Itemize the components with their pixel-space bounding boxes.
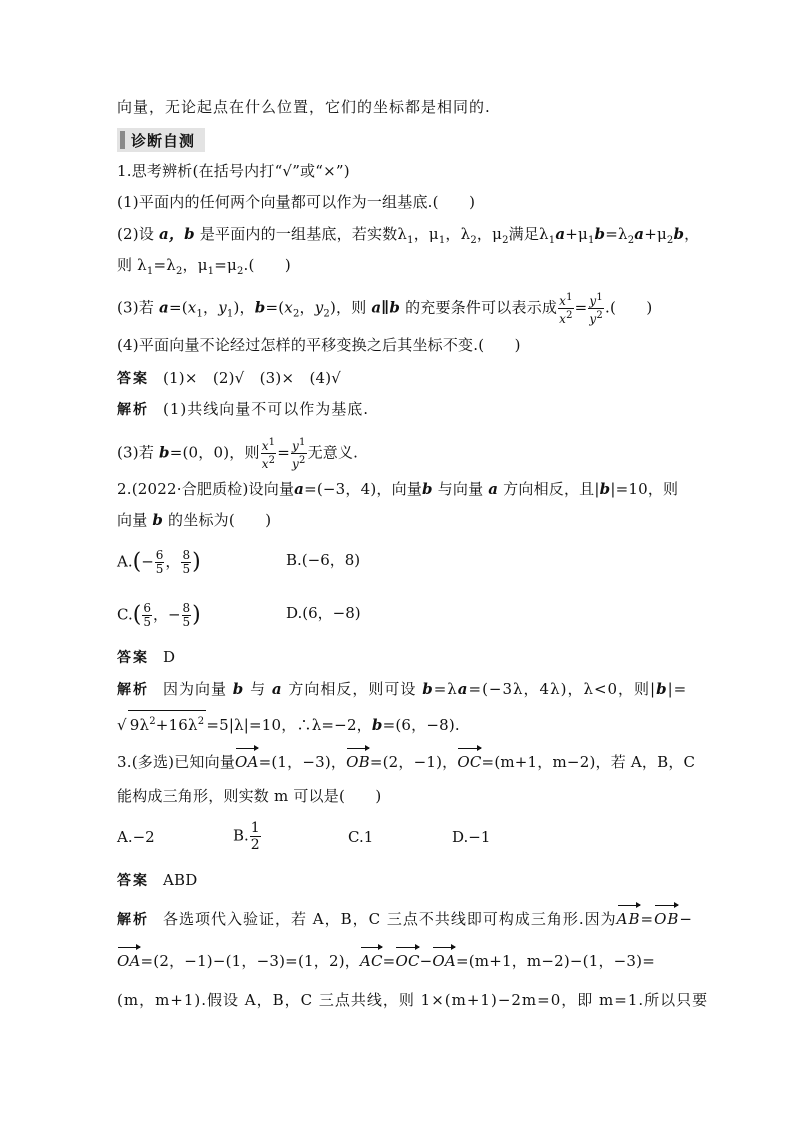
q1-item3-a: (3)若: [117, 298, 155, 317]
q1-item2: (2)设 a，b 是平面内的一组基底，若实数$\lambda_1$，$\mu_1$，$\lambda_2$，$\mu_2$满足$\lambda_1a+\mu_1b=\lambda_2a+\mu_2b$，: [117, 225, 700, 246]
q3-analysis-line2: [117, 950, 682, 972]
q3-option-b: B. $\frac{1}{2}$: [233, 820, 260, 853]
q2-option-a: A.(− $\frac{6}{5}$ ， $\frac{8}{5}$ ): [117, 548, 201, 576]
q2-option-c-label: C.: [117, 605, 133, 624]
q3-answer-label: 答案: [117, 873, 149, 889]
q1-analysis-line2: (3)若 b=(0，0)，则 $\frac{x^1}{x^2}$ = $\frac{y^1}{y^2}$ 无意义.: [117, 437, 359, 471]
q2-answer-line: [117, 646, 682, 669]
q1-analysis2-b: =(0，0)，则: [169, 443, 260, 462]
vector-OA-3: OA: [432, 952, 456, 970]
q2-analysis2-a: =5|λ|=10，∴λ=−2，: [206, 716, 372, 734]
section-header-bar: [120, 131, 125, 149]
q1-item2-c: 满足: [508, 225, 540, 243]
q1-analysis-label: 解析: [117, 402, 149, 418]
q3-option-d: D.−1: [452, 828, 491, 846]
q1-analysis1: (1)共线向量不可以作为基底.: [163, 400, 370, 418]
q1-item2-b: 是平面内的一组基底，若实数: [199, 225, 398, 243]
q2-stem1-b: =(−3，4)，向量: [304, 480, 423, 498]
q2-analysis2-b: =(6，−8).: [382, 716, 460, 734]
q1-analysis-frac1: $\frac{x^1}{x^2}$: [261, 437, 276, 471]
q2-stem1-e: |=10，则: [610, 480, 679, 498]
q1-answer-line: [117, 367, 682, 390]
q2-answer: D: [163, 648, 176, 666]
q1-item3-b: 的充要条件可以表示成: [405, 298, 558, 317]
q2-option-c: C.( $\frac{6}{5}$ ，− $\frac{8}{5}$ ): [117, 601, 201, 629]
q1-item1: (1)平面内的任何两个向量都可以作为一组基底.( ): [117, 193, 476, 211]
q3-answer-line: [117, 869, 682, 892]
q2-analysis1-b: 与: [250, 680, 267, 698]
q3-analysis2-d: =(m+1，m−2)−(1，−3)=: [455, 952, 655, 970]
vector-OB-2: OB: [654, 910, 680, 928]
q1-item3-c: ( ): [609, 298, 653, 317]
vector-AC: AC: [359, 952, 383, 970]
q3-stem1-d: =(m+1，m−2)，若 A，B，C: [481, 753, 696, 771]
q1-analysis2-c: 无意义.: [307, 443, 359, 462]
section-header: [117, 128, 205, 152]
intro-line: 向量，无论起点在什么位置，它们的坐标都是相同的.: [117, 98, 491, 116]
q1-item2-line2: 则 $\lambda_1=\lambda_2$，$\mu_1=\mu_2$.( ): [117, 256, 291, 277]
q3-stem-line2: 能构成三角形，则实数 m 可以是( ): [117, 787, 382, 805]
q2-stem-line1: 2.(2022·合肥质检)设向量a=(−3，4)，向量b 与向量 a 方向相反，且|b|=10，则: [117, 480, 679, 498]
q1-item2-line2-text: 则: [117, 256, 133, 274]
q1-analysis-frac2: $\frac{y^1}{y^2}$: [292, 437, 306, 471]
q2-analysis1-d: =(−3λ，4λ)，λ<0，则|: [468, 680, 657, 698]
q1-answer: (1)× (2)√ (3)× (4)√: [163, 369, 342, 387]
section-title: 诊断自测: [131, 131, 196, 150]
q1-analysis2-a: (3)若: [117, 443, 155, 462]
q3-option-c: C.1: [348, 828, 374, 846]
q3-analysis2-c: −: [419, 952, 433, 970]
q3-analysis1-a: 各选项代入验证，若 A，B，C 三点不共线即可构成三角形.因为: [163, 910, 617, 928]
q1-analysis-line1: [117, 398, 682, 421]
q2-analysis1-e: |=: [667, 680, 688, 698]
q3-stem1-c: =(2，−1)，: [369, 753, 458, 771]
q1-title: 1.思考辨析(在括号内打“√”或“×”): [117, 162, 350, 180]
q3-option-a: A.−2: [117, 828, 155, 846]
q3-analysis2-a: =(2，−1)−(1，−3)=(1，2)，: [140, 952, 360, 970]
q3-stem1-b: =(1，−3)，: [258, 753, 347, 771]
q2-option-a-label: A.: [117, 552, 133, 571]
q3-option-b-label: B.: [233, 826, 249, 845]
q1-item2-a: (2)设: [117, 225, 155, 243]
q1-item2-ab: a，b: [159, 225, 195, 243]
q2-analysis1-c: 方向相反，则可设: [288, 680, 417, 698]
q3-analysis1-c: −: [679, 910, 693, 928]
q2-option-b: B.(−6，8): [286, 551, 361, 569]
q2-stem1-d: 方向相反，且|: [503, 480, 600, 498]
vector-OA: OA: [235, 753, 259, 771]
q2-sqrt: $9\lambda^2+16\lambda^2$: [128, 710, 207, 736]
q1-answer-label: 答案: [117, 371, 149, 387]
q1-item3-frac2: $\frac{y^1}{y^2}$: [589, 292, 603, 326]
q2-stem2-a: 向量: [117, 511, 148, 529]
q3-answer: ABD: [163, 871, 198, 889]
q2-option-d: D.(6，−8): [286, 604, 361, 622]
vector-OC-2: OC: [395, 952, 420, 970]
q2-analysis-line2: √ $9\lambda^2+16\lambda^2 =5|\lambda|=10$，∴λ=−2，b=(6，−8).: [117, 710, 682, 736]
q2-stem1-c: 与向量: [437, 480, 484, 498]
q2-analysis-line1: 解析 因为向量 b 与 a 方向相反，则可设 b=λa=(−3λ，4λ)，λ<0，则|b|=: [117, 680, 688, 698]
q2-analysis-label: 解析: [117, 682, 149, 698]
q1-item3: (3)若 $a=(x_1$，$y_1$)，$b=(x_2$，$y_2$)，则 a∥b 的充要条件可以表示成 $\frac{x^1}{x^2}$ = $\frac{y^1}{y^2}$ .( ): [117, 292, 653, 326]
q2-stem-line2: 向量 b 的坐标为( ): [117, 511, 272, 529]
q3-analysis-line3: (m，m+1).假设 A，B，C 三点共线，则 1×(m+1)−2m=0，即 m=1.所以只要: [117, 991, 709, 1009]
vector-AB: AB: [616, 910, 641, 928]
q3-analysis2-b: =: [382, 952, 396, 970]
q1-item4: (4)平面向量不论经过怎样的平移变换之后其坐标不变.( ): [117, 336, 521, 354]
q2-analysis1-a: 因为向量: [163, 680, 228, 698]
q3-stem-line1: [117, 751, 696, 773]
q3-analysis-label: 解析: [117, 912, 149, 928]
vector-OB: OB: [346, 753, 370, 771]
vector-OA-2: OA: [117, 952, 141, 970]
q3-analysis-line1: [117, 908, 693, 931]
q2-stem2-b: 的坐标为( ): [168, 511, 272, 529]
vector-OC: OC: [457, 753, 482, 771]
q1-item3-frac1: $\frac{x^1}{x^2}$: [559, 292, 573, 326]
q3-analysis1-b: =: [640, 910, 655, 928]
q2-answer-label: 答案: [117, 650, 149, 666]
q2-stem1: 2.(2022·合肥质检)设向量: [117, 480, 295, 498]
q3-stem1-a: 3.(多选)已知向量: [117, 753, 236, 771]
